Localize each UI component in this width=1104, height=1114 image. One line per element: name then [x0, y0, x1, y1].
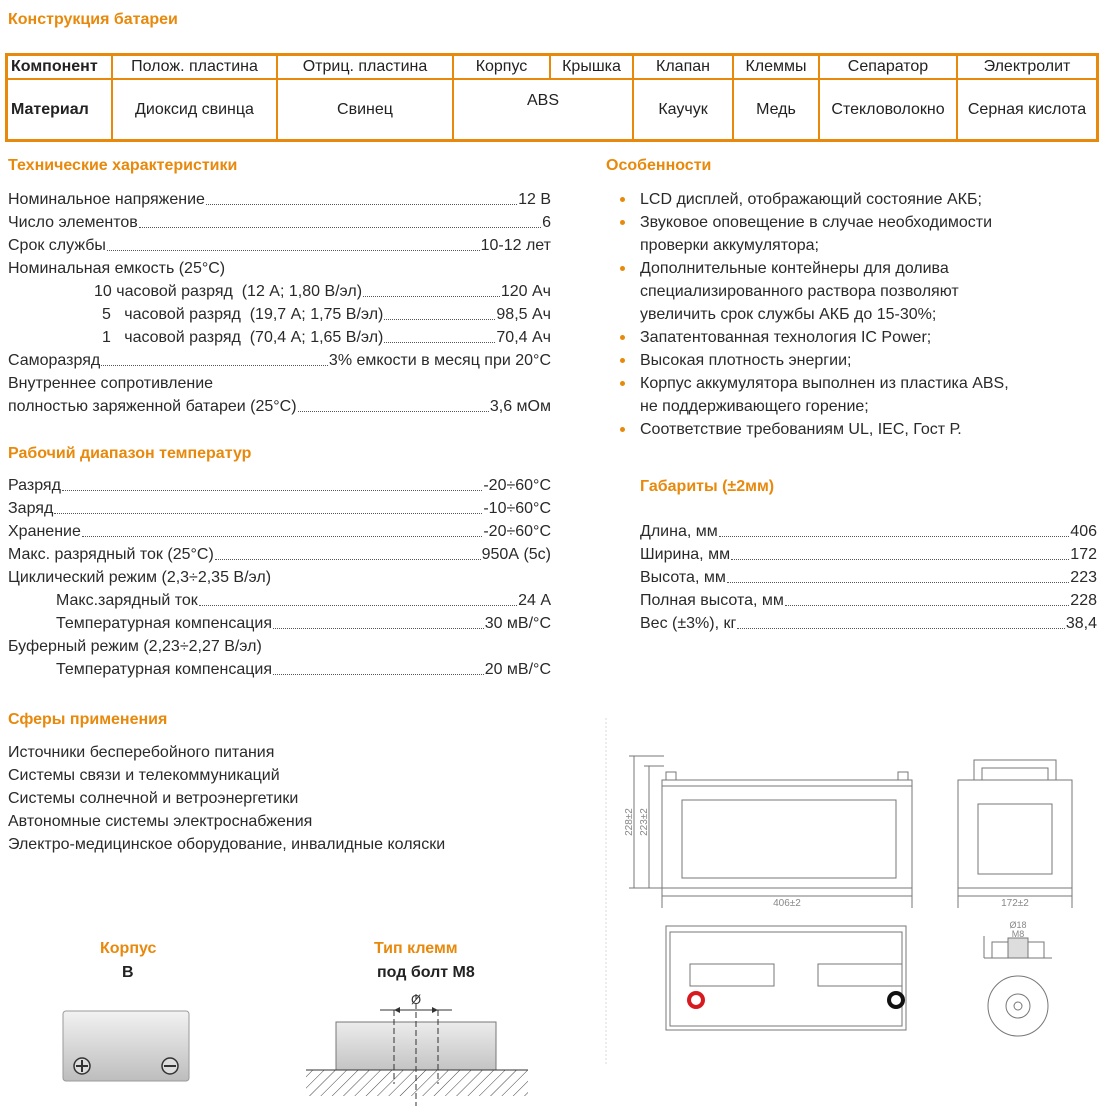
terminal-bolt-icon — [691, 995, 701, 1005]
table-cell: Медь — [733, 79, 819, 141]
dot-leader — [273, 674, 484, 675]
minus-terminal-icon — [162, 1058, 178, 1074]
spec-value: 6 — [542, 214, 551, 231]
dot-leader — [62, 490, 482, 491]
bullet-icon — [620, 381, 625, 386]
spec-label: 10 часовой разряд (12 А; 1,80 В/эл) — [94, 283, 363, 300]
spec-label: Вес (±3%), кг — [640, 615, 737, 632]
width-dim-label: 172±2 — [1001, 898, 1029, 909]
spec-label: Температурная компенсация — [56, 615, 272, 632]
table-header-cell: Компонент — [7, 55, 113, 80]
spec-value: 223 — [1070, 569, 1097, 586]
spec-resistance — [8, 395, 551, 418]
spec-value: 24 А — [518, 592, 551, 609]
spec-value: 120 Ач — [500, 283, 551, 300]
dot-leader — [273, 628, 484, 629]
list-item — [620, 326, 1080, 349]
list-item — [620, 257, 1080, 326]
spec-label: Ширина, мм — [640, 546, 731, 563]
terminal-value: под болт M8 — [377, 964, 475, 981]
height-dim-label: 223±2 — [639, 808, 650, 836]
table-row — [7, 79, 1098, 141]
spec-value: 98,5 Ач — [496, 306, 551, 323]
table-cell: Клеммы — [733, 55, 819, 80]
table-cell: Диоксид свинца — [112, 79, 277, 141]
terminal-title: Тип клемм — [374, 940, 458, 957]
spec-label: Номинальное напряжение — [8, 191, 205, 208]
table-cell: Стекловолокно — [819, 79, 957, 141]
table-cell: Серная кислота — [957, 79, 1098, 141]
spec-label: 1 часовой разряд (70,4 А; 1,65 В/эл) — [102, 329, 384, 346]
spec-value: 12 В — [518, 191, 551, 208]
dot-leader — [731, 559, 1069, 560]
table-cell: Клапан — [633, 55, 733, 80]
buffer-title: Буферный режим (2,23÷2,27 В/эл) — [8, 638, 262, 655]
dot-leader — [101, 365, 328, 366]
diameter-symbol: Ø — [410, 992, 422, 1007]
terminal-bolt-icon — [891, 995, 901, 1005]
front-view — [629, 756, 912, 908]
spec-value: 20 мВ/°C — [484, 661, 551, 678]
list-item: Автономные системы электроснабжения — [8, 813, 313, 830]
spec-label: Саморазряд — [8, 352, 101, 369]
bullet-icon — [620, 335, 625, 340]
top-view — [666, 926, 906, 1030]
list-item — [620, 372, 1080, 418]
spec-label: Полная высота, мм — [640, 592, 784, 609]
dot-leader — [199, 605, 517, 606]
battery-drawing — [604, 718, 1104, 1064]
table-cell: Полож. пластина — [112, 55, 277, 80]
list-item — [620, 349, 1080, 372]
features-title: Особенности — [606, 157, 712, 174]
spec-label: Срок службы — [8, 237, 106, 254]
bullet-icon — [620, 266, 625, 271]
spec-value: -20÷60°C — [483, 477, 551, 494]
dims-title: Габариты (±2мм) — [640, 478, 775, 495]
features-list — [620, 188, 1080, 441]
feature-text: LCD дисплей, отображающий состояние АКБ; — [640, 191, 982, 208]
feature-text: увеличить срок службы АКБ до 15-30%; — [640, 306, 937, 323]
dot-leader — [206, 204, 517, 205]
bullet-icon — [620, 427, 625, 432]
table-row — [7, 55, 1098, 80]
list-item — [620, 188, 1080, 211]
table-cell: Электролит — [957, 55, 1098, 80]
spec-cells — [8, 211, 551, 234]
case-value: B — [122, 964, 134, 981]
spec-rate1 — [102, 326, 551, 349]
dim-height — [640, 566, 1097, 589]
spec-value: 38,4 — [1065, 615, 1097, 632]
diameter-label: Ø18 — [1009, 920, 1027, 930]
spec-self-discharge — [8, 349, 551, 372]
table-cell: ABS — [453, 79, 633, 141]
list-item: Системы связи и телекоммуникаций — [8, 767, 280, 784]
spec-storage — [8, 520, 551, 543]
spec-label: Макс.зарядный ток — [56, 592, 198, 609]
spec-label: Хранение — [8, 523, 81, 540]
feature-text: Высокая плотность энергии; — [640, 352, 852, 369]
bolt-size-label: M8 — [1011, 929, 1025, 939]
applications-list — [8, 741, 445, 856]
dim-total-height — [640, 589, 1097, 612]
list-item: Электро-медицинское оборудование, инвалидные коляски — [8, 836, 446, 853]
feature-text: специализированного раствора позволяют — [640, 283, 959, 300]
height-total-dim-label: 228±2 — [624, 808, 635, 836]
bullet-icon — [620, 197, 625, 202]
spec-max-current — [8, 543, 551, 566]
spec-value: 228 — [1070, 592, 1097, 609]
spec-label: Высота, мм — [640, 569, 726, 586]
length-dim-label: 406±2 — [773, 898, 801, 909]
spec-value: 172 — [1070, 546, 1097, 563]
dim-length — [640, 520, 1097, 543]
table-cell: Отриц. пластина — [277, 55, 453, 80]
list-item — [620, 211, 1080, 257]
dot-leader — [719, 536, 1070, 537]
spec-label: Разряд — [8, 477, 61, 494]
feature-text: Соответствие требованиям UL, IEC, Гост Р. — [640, 421, 962, 438]
spec-value: 3,6 мОм — [489, 398, 551, 415]
spec-value: 950А (5с) — [481, 546, 551, 563]
spec-value: 30 мВ/°C — [484, 615, 551, 632]
capacity-title: Номинальная емкость (25°C) — [8, 260, 226, 277]
dot-leader — [727, 582, 1069, 583]
spec-label: 5 часовой разряд (19,7 А; 1,75 В/эл) — [102, 306, 384, 323]
feature-text: Дополнительные контейнеры для долива — [640, 260, 949, 277]
dot-leader — [298, 411, 489, 412]
dot-leader — [82, 536, 482, 537]
spec-life — [8, 234, 551, 257]
dot-leader — [384, 319, 495, 320]
table-header-cell: Материал — [7, 79, 113, 141]
feature-text: проверки аккумулятора; — [640, 237, 819, 254]
bullet-icon — [620, 220, 625, 225]
spec-temp-comp-1 — [56, 612, 551, 635]
spec-value: 70,4 Ач — [496, 329, 551, 346]
dot-leader — [363, 296, 500, 297]
spec-discharge — [8, 474, 551, 497]
spec-label: полностью заряженной батареи (25°C) — [8, 398, 297, 415]
dim-weight — [640, 612, 1097, 635]
spec-nominal-voltage — [8, 188, 551, 211]
spec-value: 406 — [1070, 523, 1097, 540]
spec-rate5 — [102, 303, 551, 326]
spec-label: Макс. разрядный ток (25°C) — [8, 546, 214, 563]
table-cell: Сепаратор — [819, 55, 957, 80]
table-cell: Крышка — [550, 55, 633, 80]
case-title: Корпус — [100, 940, 157, 957]
spec-charge — [8, 497, 551, 520]
feature-text: Запатентованная технология IC Power; — [640, 329, 932, 346]
terminal-detail — [984, 936, 1052, 1036]
plus-terminal-icon — [74, 1058, 90, 1074]
dot-leader — [215, 559, 481, 560]
dot-leader — [139, 227, 541, 228]
tech-title: Технические характеристики — [8, 157, 238, 174]
spec-value: 10-12 лет — [480, 237, 551, 254]
construction-title: Конструкция батареи — [8, 11, 178, 28]
cyclic-title: Циклический режим (2,3÷2,35 В/эл) — [8, 569, 272, 586]
side-view — [958, 760, 1072, 908]
terminal-diagram — [306, 986, 528, 1106]
spec-value: 3% емкости в месяц при 20°C — [328, 352, 551, 369]
case-diagram — [62, 1010, 190, 1082]
dot-leader — [54, 513, 482, 514]
spec-temp-comp-2 — [56, 658, 551, 681]
construction-table — [5, 53, 1099, 142]
spec-rate10 — [94, 280, 551, 303]
list-item: Источники бесперебойного питания — [8, 744, 275, 761]
table-cell: Каучук — [633, 79, 733, 141]
spec-label: Длина, мм — [640, 523, 718, 540]
resistance-title: Внутреннее сопротивление — [8, 375, 214, 392]
list-item: Системы солнечной и ветроэнергетики — [8, 790, 299, 807]
table-cell: Свинец — [277, 79, 453, 141]
dot-leader — [737, 628, 1065, 629]
feature-text: Звуковое оповещение в случае необходимости — [640, 214, 993, 231]
table-cell: Корпус — [453, 55, 550, 80]
spec-value: -20÷60°C — [483, 523, 551, 540]
dot-leader — [107, 250, 480, 251]
spec-label: Температурная компенсация — [56, 661, 272, 678]
dot-leader — [785, 605, 1069, 606]
spec-max-charge — [56, 589, 551, 612]
feature-text: не поддерживающего горение; — [640, 398, 869, 415]
spec-label: Число элементов — [8, 214, 138, 231]
bullet-icon — [620, 358, 625, 363]
list-item — [620, 418, 1080, 441]
spec-label: Заряд — [8, 500, 54, 517]
applications-title: Сферы применения — [8, 711, 168, 728]
dim-width — [640, 543, 1097, 566]
dot-leader — [384, 342, 495, 343]
temp-title: Рабочий диапазон температур — [8, 445, 252, 462]
spec-value: -10÷60°C — [483, 500, 551, 517]
feature-text: Корпус аккумулятора выполнен из пластика ABS, — [640, 375, 1009, 392]
